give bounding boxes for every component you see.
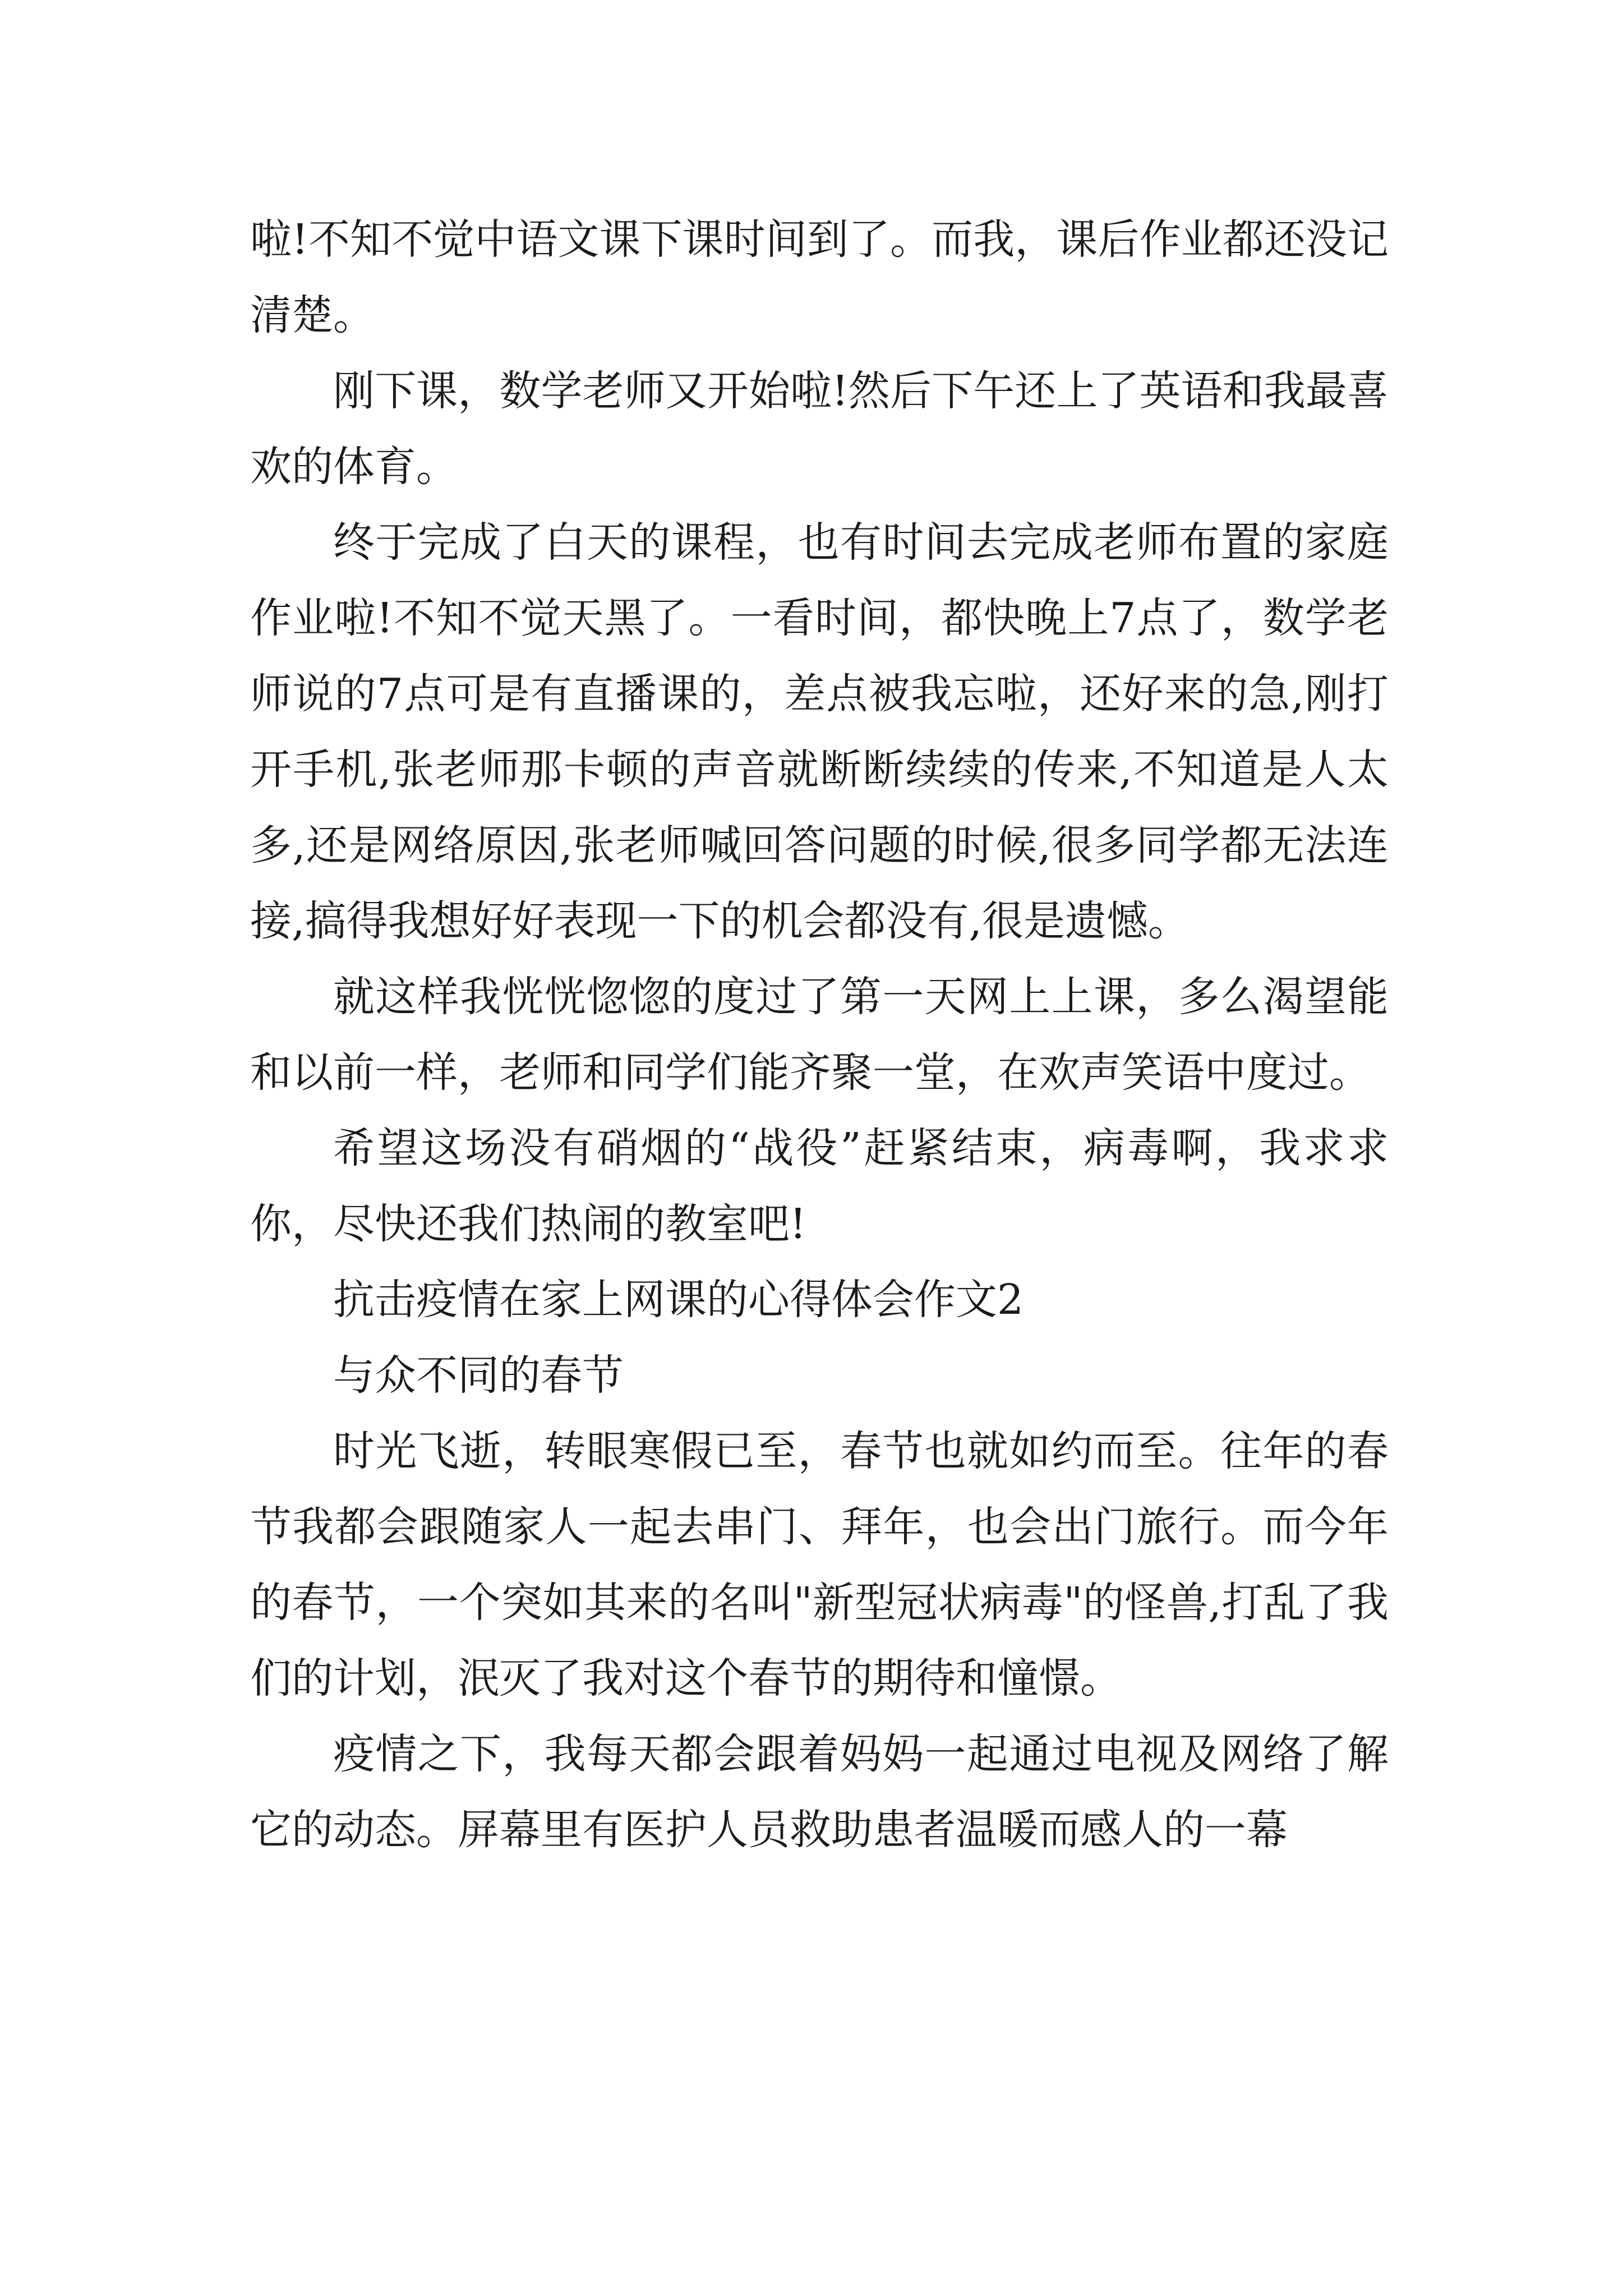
paragraph: 希望这场没有硝烟的“战役”赶紧结束，病毒啊，我求求你，尽快还我们热闹的教室吧! — [250, 1124, 1389, 1248]
paragraph: 刚下课，数学老师又开始啦!然后下午还上了英语和我最喜欢的体育。 — [250, 367, 1389, 491]
section-title: 抗击疫情在家上网课的心得体会作文2 — [333, 1276, 1024, 1324]
paragraph: 疫情之下，我每天都会跟着妈妈一起通过电视及网络了解它的动态。屏幕里有医护人员救助患者温暖而感人的一幕 — [250, 1730, 1389, 1854]
paragraph: 啦!不知不觉中语文课下课时间到了。而我，课后作业都还没记清楚。 — [250, 215, 1389, 339]
paragraph: 终于完成了白天的课程，也有时间去完成老师布置的家庭作业啦!不知不觉天黑了。一看时间，都快晚上7点了，数学老师说的7点可是有直播课的，差点被我忘啦，还好来的急,刚打开手机,张老师那卡顿的声音就断断续续的传来,不知道是人太多,还是网络原因,张老师喊回答问题的时候,很多同学都无法连接,搞得我想好好表现一下的机会都没有,很是遗憾。 — [250, 518, 1389, 945]
paragraph: 就这样我恍恍惚惚的度过了第一天网上上课，多么渴望能和以前一样，老师和同学们能齐聚一堂，在欢声笑语中度过。 — [250, 973, 1389, 1097]
paragraph: 时光飞逝，转眼寒假已至，春节也就如约而至。往年的春节我都会跟随家人一起去串门、拜年，也会出门旅行。而今年的春节，一个突如其来的名叫"新型冠状病毒"的怪兽,打乱了我们的计划，泯灭了我对这个春节的期待和憧憬。 — [250, 1427, 1389, 1703]
document-body — [250, 202, 1389, 1868]
essay-title: 与众不同的春节 — [333, 1351, 624, 1400]
